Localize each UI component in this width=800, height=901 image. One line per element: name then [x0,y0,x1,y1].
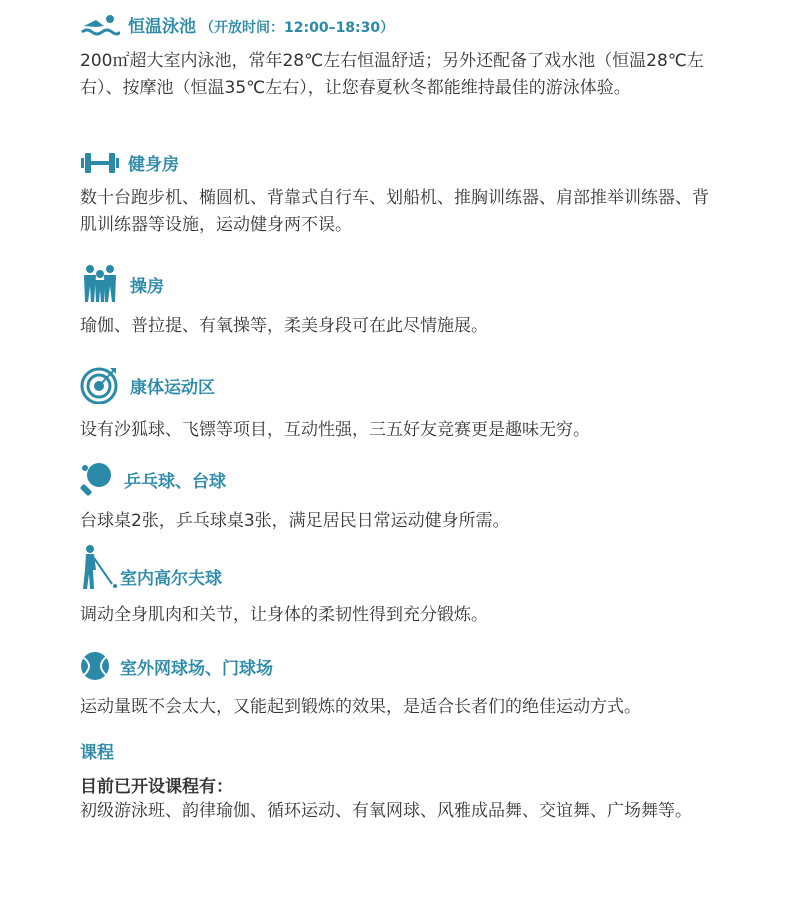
section-text: 台球桌2张，乒乓球桌3张，满足居民日常运动健身所需。 [80,511,510,531]
section-text: 调动全身肌肉和关节，让身体的柔韧性得到充分锻炼。 [80,605,488,625]
courses-text: 初级游泳班、韵律瑜伽、循环运动、有氧网球、风雅成品舞、交谊舞、广场舞等。 [80,801,692,821]
golfer-icon [76,544,118,590]
target-icon [80,366,118,404]
section-header [80,12,394,37]
courses-label: 目前已开设课程有： [80,777,233,797]
section-header [80,150,179,175]
tennis-ball-icon [80,651,110,681]
section-text: 瑜伽、普拉提、有氧操等，柔美身段可在此尽情施展。 [80,316,488,336]
ping-pong-icon [80,462,114,496]
section-title: 室内高尔夫球 [120,568,222,589]
section-text: 数十台跑步机、椭圆机、背靠式自行车、划船机、推胸训练器、肩部推举训练器、背肌训练器等设施，运动健身两不误。 [80,188,709,235]
dumbbell-icon [80,151,120,175]
section-title: 室外网球场、门球场 [120,658,273,679]
section-title: 康体运动区 [130,377,215,398]
opening-hours: （开放时间：12:00–18:30） [200,20,395,36]
section-text: 200㎡超大室内泳池，常年28℃左右恒温舒适；另外还配备了戏水池（恒温28℃左右）、按摩池（恒温35℃左右），让您春夏秋冬都能维持最佳的游泳体验。 [80,51,704,98]
section-header [82,264,164,304]
section-header [76,544,222,590]
section-title: 乒乓球、台球 [124,471,226,492]
courses-title: 课程 [80,743,114,763]
section-title: 健身房 [128,155,179,175]
section-header [80,366,215,404]
section-header [80,651,273,681]
section-text: 设有沙狐球、飞镖等项目，互动性强，三五好友竞赛更是趣味无穷。 [80,420,590,440]
group-people-icon [82,264,118,304]
section-title: 恒温泳池 [128,17,196,37]
section-header [80,462,226,496]
section-title: 操房 [130,276,164,297]
swimmer-icon [80,13,120,37]
section-text: 运动量既不会太大，又能起到锻炼的效果，是适合长者们的绝佳运动方式。 [80,697,641,717]
